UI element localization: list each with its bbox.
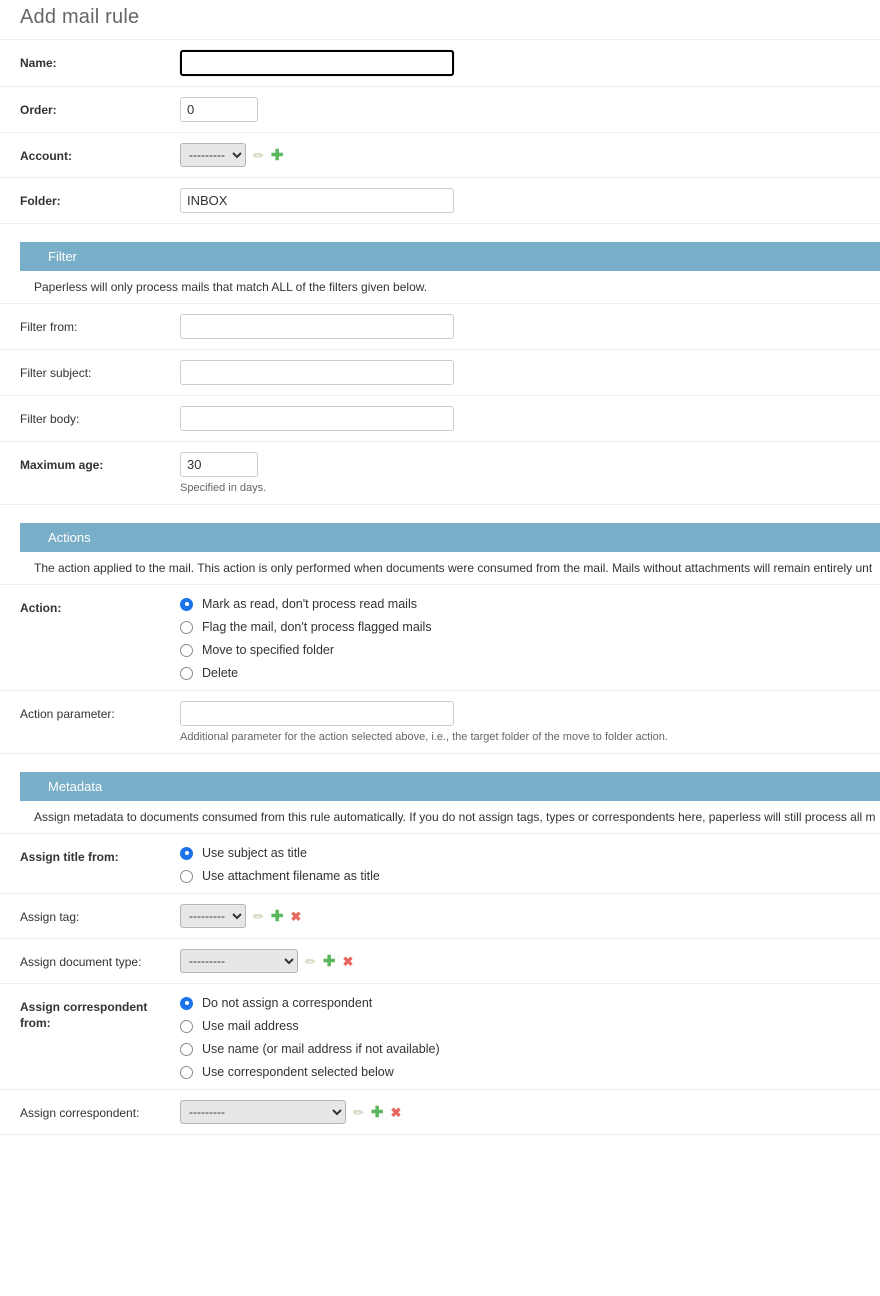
assign-title-from-option-label: Use subject as title bbox=[202, 846, 307, 860]
field-row-assign-correspondent bbox=[0, 1090, 880, 1135]
field-row-assign-correspondent-from bbox=[0, 984, 880, 1090]
field-row-filter-from bbox=[0, 304, 880, 350]
filter-section bbox=[0, 242, 880, 505]
action-parameter-label: Action parameter: bbox=[20, 707, 115, 721]
assign-title-from-option[interactable] bbox=[180, 846, 880, 860]
assign-document-type-select[interactable] bbox=[180, 949, 298, 973]
order-label: Order: bbox=[20, 103, 57, 117]
action-radio-label: Mark as read, don't process read mails bbox=[202, 597, 417, 611]
radio-icon[interactable] bbox=[180, 598, 193, 611]
filter-from-label: Filter from: bbox=[20, 320, 78, 334]
radio-icon[interactable] bbox=[180, 1020, 193, 1033]
radio-icon[interactable] bbox=[180, 997, 193, 1010]
radio-icon[interactable] bbox=[180, 644, 193, 657]
assign-title-from-label: Assign title from: bbox=[20, 850, 119, 864]
maximum-age-input[interactable] bbox=[180, 452, 258, 477]
action-label: Action: bbox=[20, 601, 62, 615]
filter-body-label: Filter body: bbox=[20, 412, 80, 426]
radio-icon[interactable] bbox=[180, 621, 193, 634]
action-radio-option[interactable] bbox=[180, 643, 880, 657]
account-label: Account: bbox=[20, 149, 72, 163]
field-row-assign-title-from bbox=[0, 834, 880, 894]
page-title: Add mail rule bbox=[20, 6, 140, 28]
assign-correspondent-from-option-label: Do not assign a correspondent bbox=[202, 996, 373, 1010]
action-radio-label: Delete bbox=[202, 666, 239, 680]
radio-icon[interactable] bbox=[180, 870, 193, 883]
add-correspondent-icon[interactable]: ✚ bbox=[370, 1103, 384, 1121]
action-radio-option[interactable] bbox=[180, 620, 880, 634]
filter-from-input[interactable] bbox=[180, 314, 454, 339]
account-select[interactable] bbox=[180, 143, 246, 167]
assign-correspondent-from-option-label: Use mail address bbox=[202, 1019, 299, 1033]
order-input[interactable] bbox=[180, 97, 258, 122]
action-parameter-input[interactable] bbox=[180, 701, 454, 726]
assign-title-from-option-label: Use attachment filename as title bbox=[202, 869, 380, 883]
delete-correspondent-icon[interactable]: ✖ bbox=[390, 1104, 402, 1120]
radio-icon[interactable] bbox=[180, 847, 193, 860]
filter-section-description: Paperless will only process mails that match ALL of the filters given below. bbox=[0, 271, 880, 304]
folder-input[interactable] bbox=[180, 188, 454, 213]
field-row-assign-document-type bbox=[0, 939, 880, 984]
assign-correspondent-from-option[interactable] bbox=[180, 996, 880, 1010]
assign-correspondent-from-option-label: Use correspondent selected below bbox=[202, 1065, 394, 1079]
folder-label: Folder: bbox=[20, 194, 61, 208]
assign-tag-select[interactable] bbox=[180, 904, 246, 928]
action-radio-group bbox=[180, 595, 880, 680]
edit-account-icon[interactable]: ✏ bbox=[253, 147, 264, 163]
add-account-icon[interactable]: ✚ bbox=[270, 146, 284, 164]
filter-subject-label: Filter subject: bbox=[20, 366, 92, 380]
assign-correspondent-from-radio-group bbox=[180, 994, 880, 1079]
action-radio-option[interactable] bbox=[180, 666, 880, 680]
name-label: Name: bbox=[20, 56, 57, 70]
radio-icon[interactable] bbox=[180, 1043, 193, 1056]
field-row-order bbox=[0, 87, 880, 133]
actions-section-description: The action applied to the mail. This action is only performed when documents were consumed from the mail. Mails without attachments will remain entirely unt bbox=[0, 552, 880, 585]
assign-correspondent-from-label: Assign correspondent from: bbox=[20, 1000, 148, 1031]
field-row-account bbox=[0, 133, 880, 178]
metadata-section-header: Metadata bbox=[20, 772, 880, 801]
action-radio-option[interactable] bbox=[180, 597, 880, 611]
delete-document-type-icon[interactable]: ✖ bbox=[342, 953, 354, 969]
assign-correspondent-from-option[interactable] bbox=[180, 1042, 880, 1056]
assign-correspondent-from-option[interactable] bbox=[180, 1019, 880, 1033]
delete-tag-icon[interactable]: ✖ bbox=[290, 908, 302, 924]
assign-title-from-radio-group bbox=[180, 844, 880, 883]
radio-icon[interactable] bbox=[180, 667, 193, 680]
action-parameter-help: Additional parameter for the action selected above, i.e., the target folder of the move to folder action. bbox=[180, 731, 668, 743]
assign-title-from-option[interactable] bbox=[180, 869, 880, 883]
field-row-assign-tag bbox=[0, 894, 880, 939]
edit-correspondent-icon[interactable]: ✏ bbox=[353, 1104, 364, 1120]
add-document-type-icon[interactable]: ✚ bbox=[322, 952, 336, 970]
assign-correspondent-select[interactable] bbox=[180, 1100, 346, 1124]
edit-tag-icon[interactable]: ✏ bbox=[253, 908, 264, 924]
edit-document-type-icon[interactable]: ✏ bbox=[305, 953, 316, 969]
metadata-section bbox=[0, 772, 880, 1135]
add-tag-icon[interactable]: ✚ bbox=[270, 907, 284, 925]
filter-body-input[interactable] bbox=[180, 406, 454, 431]
maximum-age-help: Specified in days. bbox=[180, 482, 267, 494]
name-input[interactable] bbox=[180, 50, 454, 76]
field-row-filter-body bbox=[0, 396, 880, 442]
field-row-action-parameter bbox=[0, 691, 880, 754]
action-radio-label: Flag the mail, don't process flagged mails bbox=[202, 620, 432, 634]
actions-section-header: Actions bbox=[20, 523, 880, 552]
maximum-age-label: Maximum age: bbox=[20, 458, 104, 472]
action-radio-label: Move to specified folder bbox=[202, 643, 335, 657]
field-row-name bbox=[0, 39, 880, 87]
field-row-folder bbox=[0, 178, 880, 224]
assign-correspondent-from-option-label: Use name (or mail address if not available) bbox=[202, 1042, 440, 1056]
actions-section bbox=[0, 523, 880, 754]
field-row-action bbox=[0, 585, 880, 691]
field-row-maximum-age bbox=[0, 442, 880, 505]
radio-icon[interactable] bbox=[180, 1066, 193, 1079]
filter-section-header: Filter bbox=[20, 242, 880, 271]
assign-tag-label: Assign tag: bbox=[20, 910, 80, 924]
filter-subject-input[interactable] bbox=[180, 360, 454, 385]
assign-correspondent-from-option[interactable] bbox=[180, 1065, 880, 1079]
assign-correspondent-label: Assign correspondent: bbox=[20, 1106, 140, 1120]
metadata-section-description: Assign metadata to documents consumed from this rule automatically. If you do not assign tags, types or correspondents here, paperless will still process all m bbox=[0, 801, 880, 834]
field-row-filter-subject bbox=[0, 350, 880, 396]
assign-document-type-label: Assign document type: bbox=[20, 955, 142, 969]
